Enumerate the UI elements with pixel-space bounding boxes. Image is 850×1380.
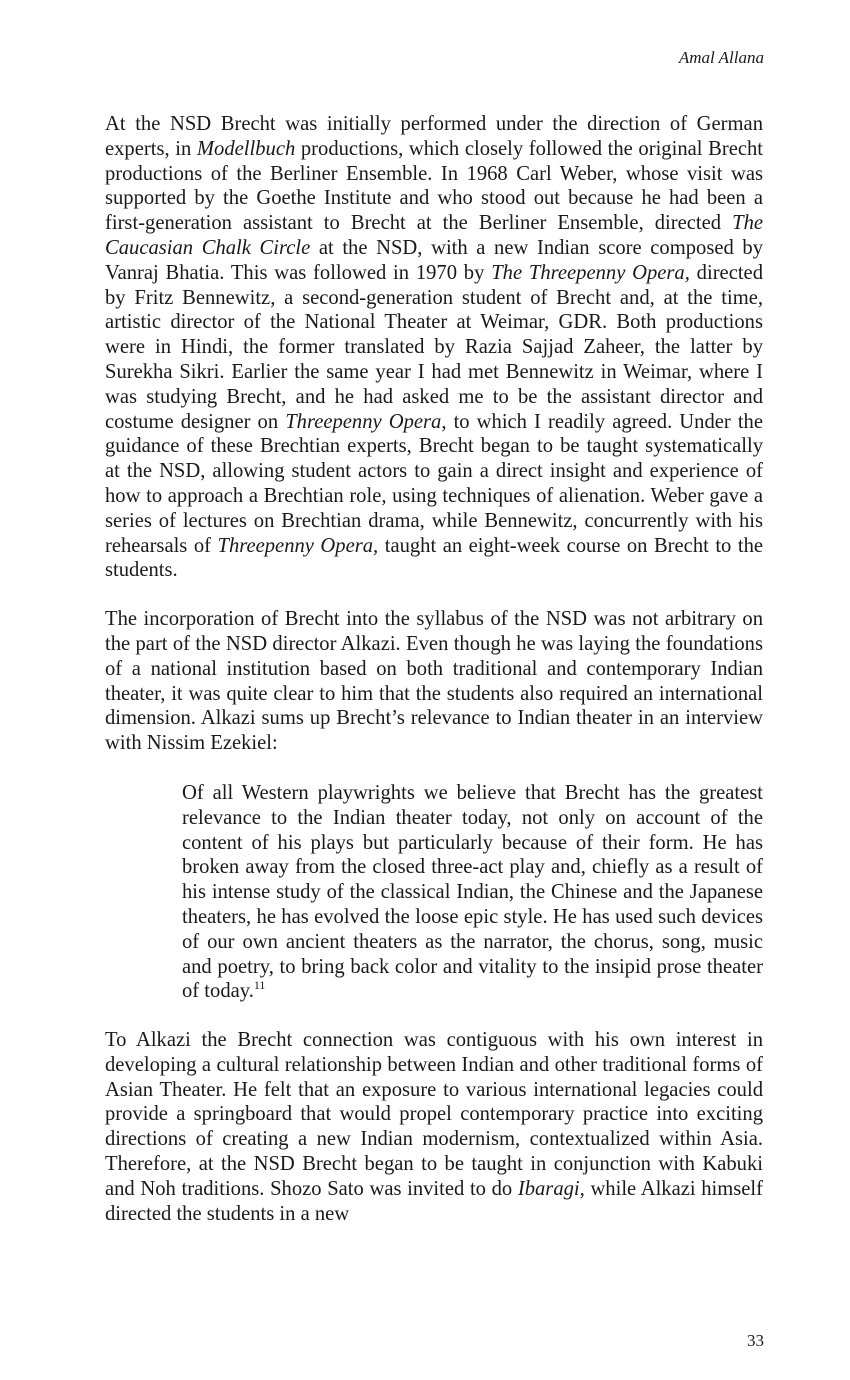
text-run: taught an eight-week course on Brecht to the students.: [105, 534, 764, 582]
text-run: At the NSD Brecht was initially performed under the direction of German experts, in: [105, 113, 763, 160]
paragraph-2: The incorporation of Brecht into the syllabus of the NSD was not arbitrary on the part of the NSD director Alkazi. Even though he was laying the foundations of a national institution based on both traditional and contemporary Indian theater, it was quite clear to him that the students also required an international dimension. Alkazi sums up Brecht’s relevance to Indian theater in an interview with Nissim Ezekiel:: [105, 608, 763, 755]
paragraph-3: [105, 1028, 763, 1226]
italic-title: Ibaragi,: [517, 1177, 585, 1200]
text-run: at the NSD, with a new Indian score composed by Vanraj Bhatia. This was followed in 1970 by: [105, 236, 763, 284]
footnote-reference[interactable]: 11: [253, 978, 266, 993]
text-run: while Alkazi himself directed the students in a new: [105, 1177, 764, 1225]
page-number: 33: [747, 1331, 764, 1350]
italic-title: The Caucasian Chalk Circle: [105, 212, 763, 259]
text-run: to which I readily agreed. Under the guidance of these Brechtian experts, Brecht began to be taught systematically at the NSD, allowing student actors to gain a direct insight and experience of how to approach a Brechtian role, using techniques of alienation. Weber gave a series of lectures on Brechtian drama, while Bennewitz, concurrently with his rehearsals of: [105, 410, 763, 557]
block-quote: [105, 781, 763, 1004]
text-run: productions, which closely followed the original Brecht productions of the Berliner Ensemble. In 1968 Carl Weber, whose visit was supported by the Goethe Institute and who stood out because he had been a first-generation assistant to Brecht at the Berliner Ensemble, directed: [105, 137, 763, 235]
italic-title: Threepenny Opera,: [217, 534, 379, 557]
italic-title: The Threepenny Opera,: [491, 261, 690, 284]
paragraph-1: [105, 112, 763, 583]
text-run: To Alkazi the Brecht connection was contiguous with his own interest in developing a cultural relationship between Indian and other traditional forms of Asian Theater. He felt that an exposure to various international legacies could provide a springboard that would propel contemporary practice into exciting directions of creating a new Indian modernism, contextualized within Asia. Therefore, at the NSD Brecht began to be taught in conjunction with Kabuki and Noh traditions. Shozo Sato was invited to do: [105, 1029, 763, 1200]
italic-title: Modellbuch: [196, 137, 296, 160]
running-head: Amal Allana: [678, 48, 764, 67]
quote-text: Of all Western playwrights we believe that Brecht has the greatest relevance to the Indian theater today, not only on account of the content of his plays but particularly because of their form. He has broken away from the closed three-act play and, chiefly as a result of his intense study of the classical Indian, the Chinese and the Japanese theaters, he has evolved the loose epic style. He has used such devices of our own ancient theaters as the narrator, the chorus, song, music and poetry, to bring back color and vitality to the insipid prose theater of today.: [182, 781, 763, 1003]
italic-title: Threepenny Opera,: [285, 410, 447, 433]
text-run: directed by Fritz Bennewitz, a second-generation student of Brecht and, at the time, artistic director of the National Theater at Weimar, GDR. Both productions were in Hindi, the former translated by Razia Sajjad Zaheer, the latter by Surekha Sikri. Earlier the same year I had met Bennewitz in Weimar, where I was studying Brecht, and he had asked me to be the assistant director and costume designer on: [105, 261, 763, 433]
body-text: [105, 112, 763, 1250]
